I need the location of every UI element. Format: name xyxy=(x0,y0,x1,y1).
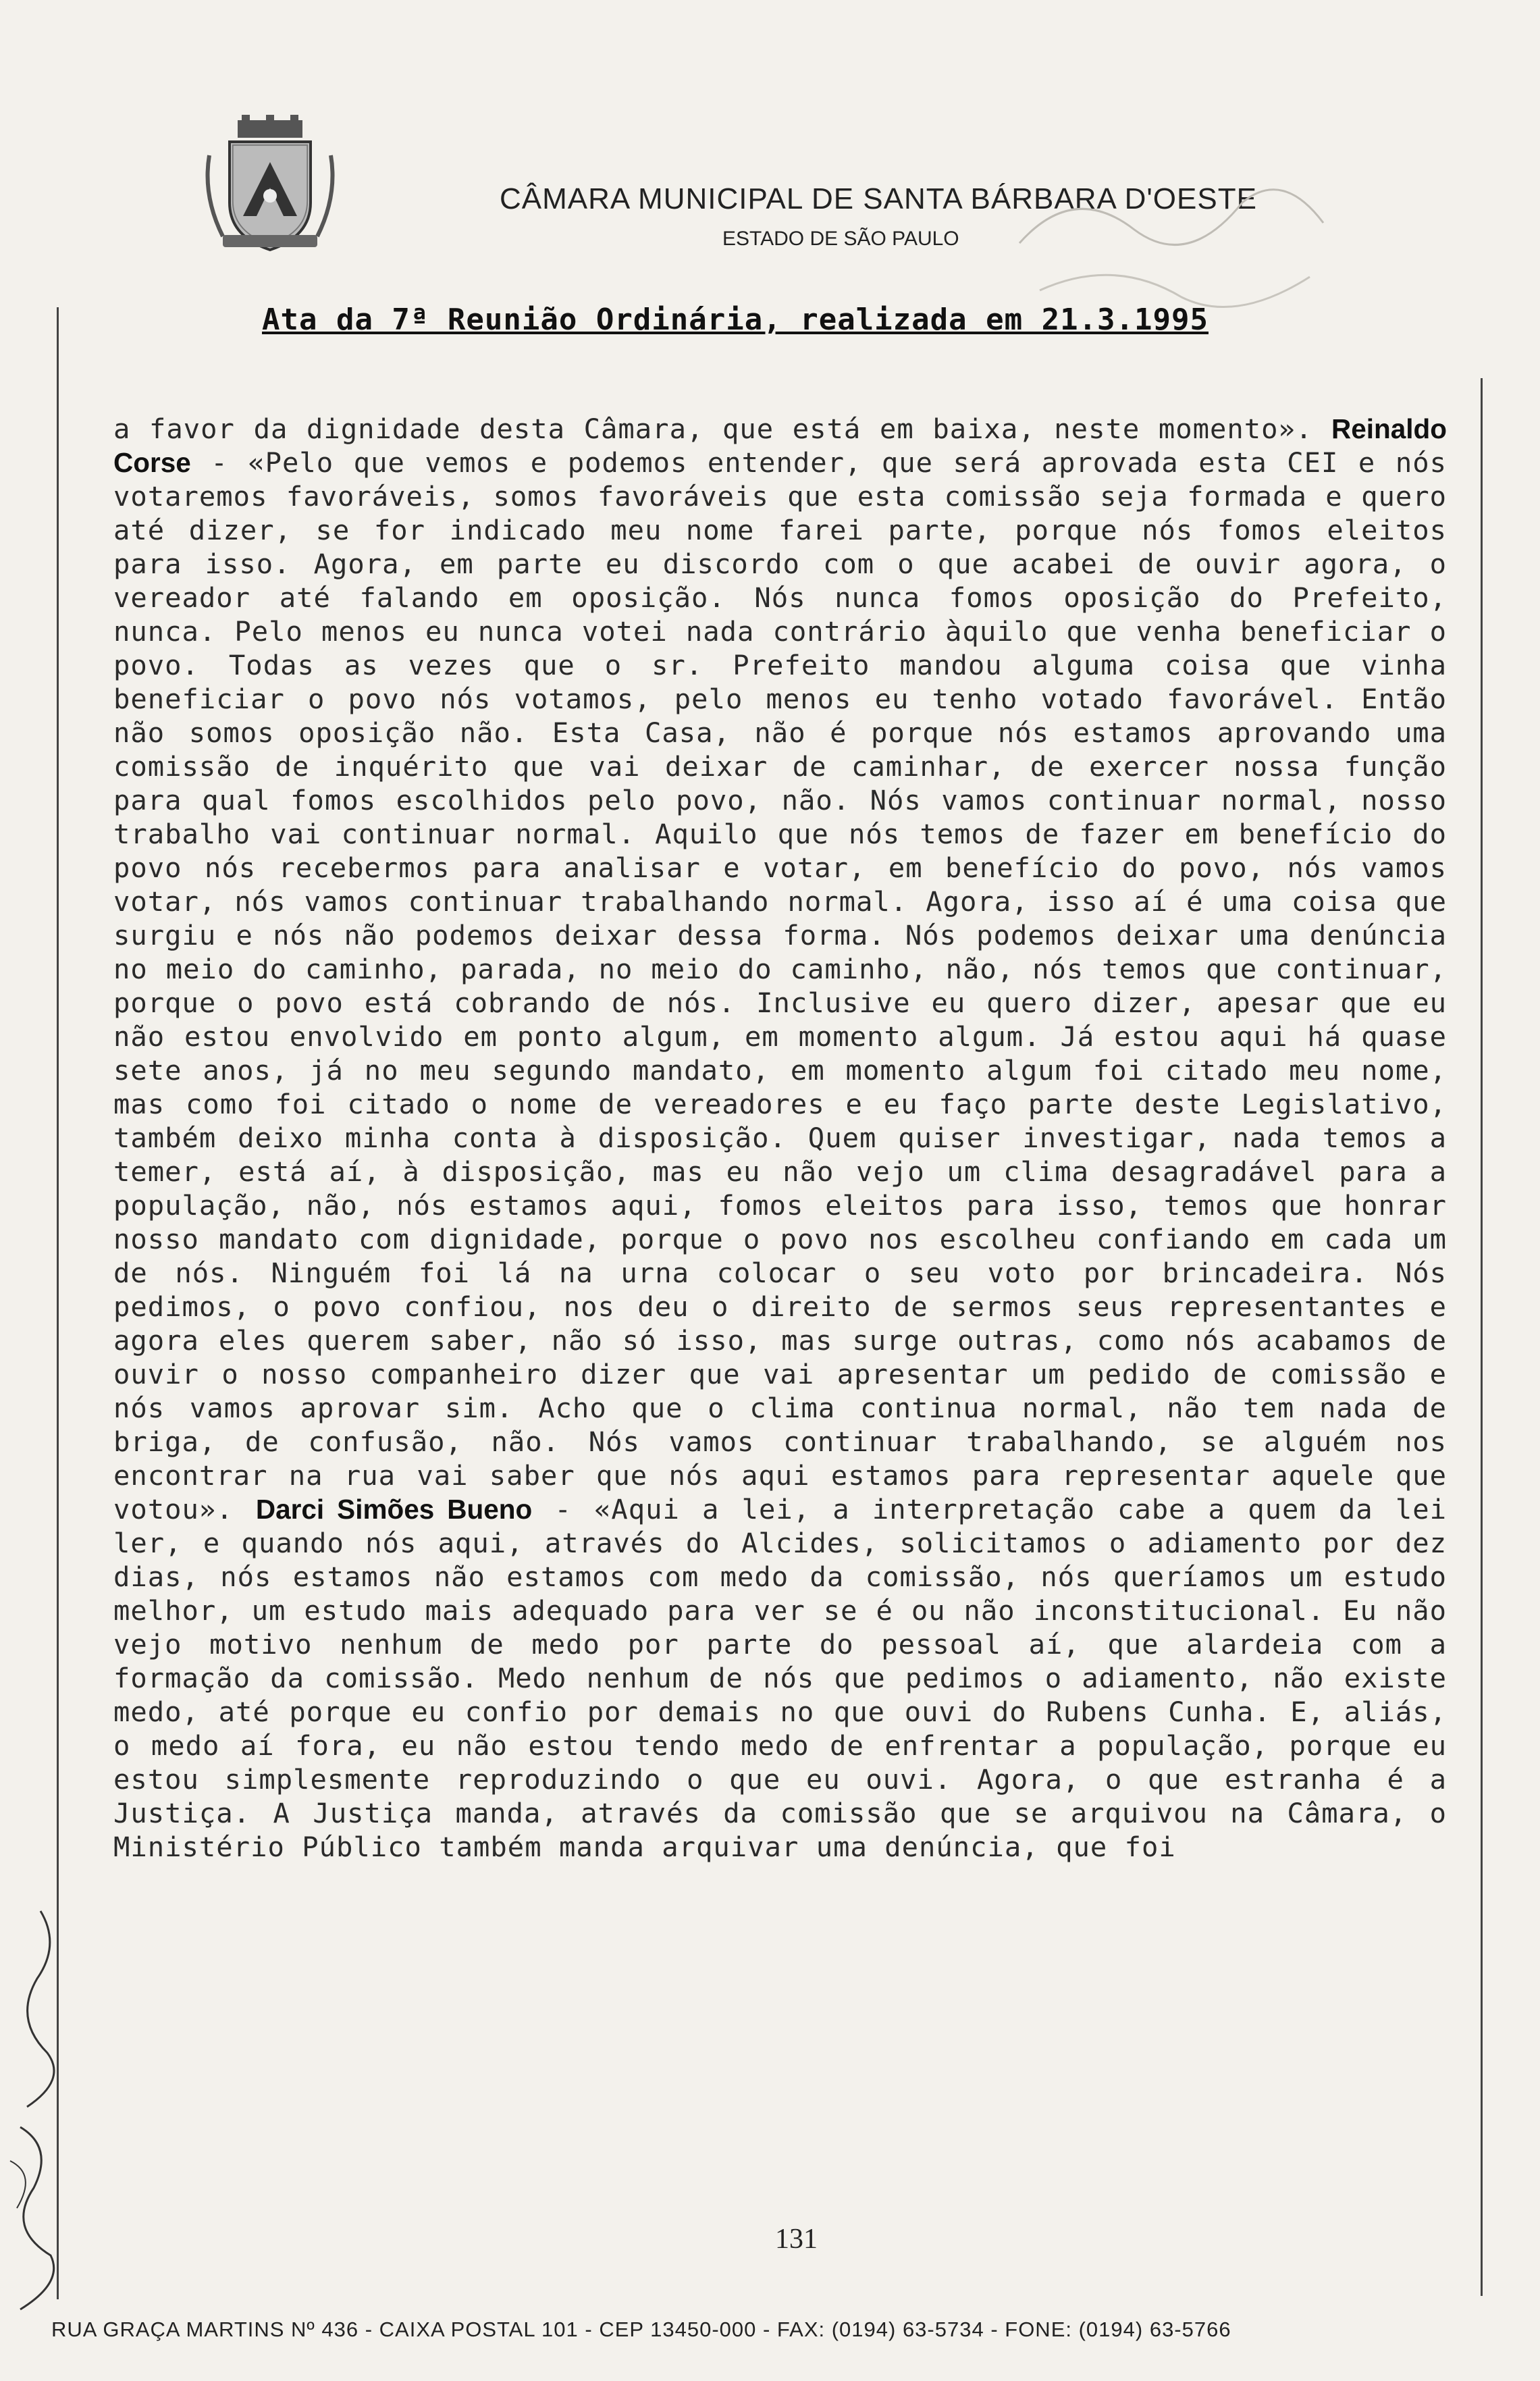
page-number: 131 xyxy=(775,2224,818,2255)
handwritten-signature xyxy=(1013,162,1337,338)
document-title: Ata da 7ª Reunião Ordinária, realizada em 21.3.1995 xyxy=(262,303,1209,337)
state-name: ESTADO DE SÃO PAULO xyxy=(722,228,959,250)
municipal-coat-of-arms xyxy=(203,115,338,257)
body-text-segment: a favor da dignidade desta Câmara, que está em baixa, neste momento». xyxy=(113,413,1331,445)
footer-address: RUA GRAÇA MARTINS Nº 436 - CAIXA POSTAL 101 - CEP 13450-000 - FAX: (0194) 63-5734 - FONE: (0194) 63-5766 xyxy=(51,2318,1231,2341)
speaker-name: Reinaldo Corse xyxy=(113,413,1447,478)
minutes-body xyxy=(113,412,1447,1864)
speaker-name: Darci Simões Bueno xyxy=(255,1494,533,1525)
institution-name: CÂMARA MUNICIPAL DE SANTA BÁRBARA D'OESTE xyxy=(500,182,1257,215)
handwritten-signature xyxy=(0,1904,74,2323)
body-text-segment: - «Pelo que vemos e podemos entender, que será aprovada esta CEI e nós votaremos favoráveis, somos favoráveis que esta comissão seja formada e quero até dizer, se for indicado meu nome farei parte, porque nós fomos eleitos para isso. Agora, em parte eu discordo com o que acabei de ouvir agora, o vereador até falando em oposição. Nós nunca fomos oposição do Prefeito, nunca. Pelo menos eu nunca votei nada contrário àquilo que venha beneficiar o povo. Todas as vezes que o sr. Prefeito mandou alguma coisa que vinha beneficiar o povo nós votamos, pelo menos eu tenho votado favorável. Então não somos oposição não. Esta Casa, não é porque nós estamos aprovando uma comissão de inquérito que vai deixar de caminhar, de exercer nossa função para qual fomos escolhidos pelo povo, não. Nós vamos continuar normal, nosso trabalho vai continuar normal. Aquilo que nós temos de fazer em benefício do povo nós recebermos para analisar e votar, em benefício do povo, nós vamos votar, nós vamos continuar trabalhando normal. Agora, isso aí é uma coisa que surgiu e nós não podemos deixar dessa forma. Nós podemos deixar uma denúncia no meio do caminho, parada, no meio do caminho, não, nós temos que continuar, porque o povo está cobrando de nós. Inclusive eu quero dizer, apesar que eu não estou envolvido em ponto algum, em momento algum. Já estou aqui há quase sete anos, já no meu segundo mandato, em momento algum foi citado meu nome, mas como foi citado o nome de vereadores e eu faço parte deste Legislativo, também deixo minha conta à disposição. Quem quiser investigar, nada temos a temer, está aí, à disposição, mas eu não vejo um clima desagradável para a população, não, nós estamos aqui, fomos eleitos para isso, temos que honrar nosso mandato com dignidade, porque o povo nos escolheu confiando em cada um de nós. Ninguém foi lá na urna colocar o seu voto por brincadeira. Nós pedimos, o povo confiou, nos deu o direito de sermos seus representantes e agora eles querem saber, não só isso, mas surge outras, como nós acabamos de ouvir o nosso companheiro dizer que vai apresentar um pedido de comissão e nós vamos aprovar sim. Acho que o clima continua normal, não tem nada de briga, de confusão, não. Nós vamos continuar trabalhando, se alguém nos encontrar na rua vai saber que nós aqui estamos para representar aquele que votou». xyxy=(113,446,1447,1525)
body-text-segment: - «Aqui a lei, a interpretação cabe a quem da lei ler, e quando nós aqui, através do Alcides, solicitamos o adiamento por dez dias, nós estamos não estamos com medo da comissão, nós queríamos um estudo melhor, um estudo mais adequado para ver se é ou não inconstitucional. Eu não vejo motivo nenhum de medo por parte do pessoal aí, que alardeia com a formação da comissão. Medo nenhum de nós que pedimos o adiamento, não existe medo, até porque eu confio por demais no que ouvi do Rubens Cunha. E, aliás, o medo aí fora, eu não estou tendo medo de enfrentar a população, porque eu estou simplesmente reproduzindo o que eu ouvi. Agora, o que estranha é a Justiça. A Justiça manda, através da comissão que se arquivou na Câmara, o Ministério Público também manda arquivar uma denúncia, que foi xyxy=(113,1493,1447,1863)
right-margin-line xyxy=(1481,378,1483,2296)
